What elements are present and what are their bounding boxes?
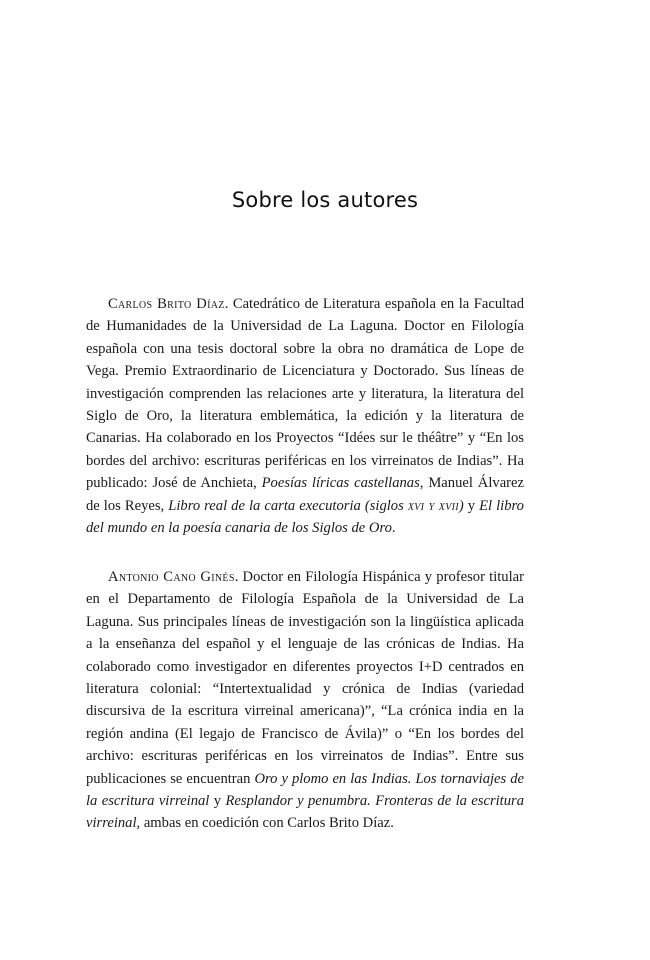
- bio-text: y: [463, 497, 480, 514]
- author-bio-carlos-brito: [86, 293, 524, 539]
- book-title: El libro del mundo en la poesía canaria de los Siglos de Oro: [86, 497, 524, 537]
- book-title: Libro real de la carta executoria (siglos: [168, 497, 408, 514]
- bio-text: . Doctor en Filología Hispánica y profesor titular en el Departamento de Filología Española de la Universidad de La Laguna. Sus principales líneas de investigación son la lingüística aplicada a la enseñanza del español y el lenguaje de las crónicas de Indias. Ha colaborado como investigador en diferentes proyectos I+D centrados en literatura colonial: “Intertextualidad y crónica de Indias (variedad discursiva de la escritura virreinal americana)”, “La crónica india en la región andina (El legajo de Francisco de Ávila)” o “En los bordes del archivo: escrituras periféricas en los virreinatos de Indias”. Entre sus publicaciones se encuentran: [86, 569, 524, 787]
- bio-text: , Manuel Álvarez de los Reyes,: [86, 475, 524, 514]
- bio-text: . Catedrático de Literatura española en la Facultad de Humanidades de la Universidad de La Laguna. Doctor en Filología española con una tesis doctoral sobre la obra no dramática de Lope de Vega. Premio Extraordinario de Licenciatura y Doctorado. Sus líneas de investigación comprenden las relaciones arte y literatura, la literatura del Siglo de Oro, la literatura emblemática, la edición y la literatura de Canarias. Ha colaborado en los Proyectos “Idées sur le théâtre” y “En los bordes del archivo: escrituras periféricas en los virreinatos de Indias”. Ha publicado: José de Anchieta,: [86, 296, 524, 492]
- author-name: Carlos Brito Díaz: [108, 296, 225, 312]
- bio-text: .: [391, 520, 396, 537]
- book-title: Poesías líricas castellanas: [261, 475, 420, 492]
- book-title: Resplandor y penumbra. Fronteras de la escritura virreinal: [86, 793, 525, 832]
- author-bio-antonio-cano: [86, 566, 524, 835]
- book-title-centuries: xvi y xvii: [407, 497, 459, 514]
- bio-text: y: [209, 793, 226, 810]
- book-title: Oro y plomo en las Indias. Los tornaviajes de la escritura virreinal: [86, 770, 525, 810]
- page-title: Sobre los autores: [231, 188, 419, 212]
- bio-text: , ambas en coedición con Carlos Brito Díaz.: [136, 815, 394, 832]
- author-name: Antonio Cano Ginés: [108, 569, 235, 585]
- book-title: ): [458, 497, 464, 514]
